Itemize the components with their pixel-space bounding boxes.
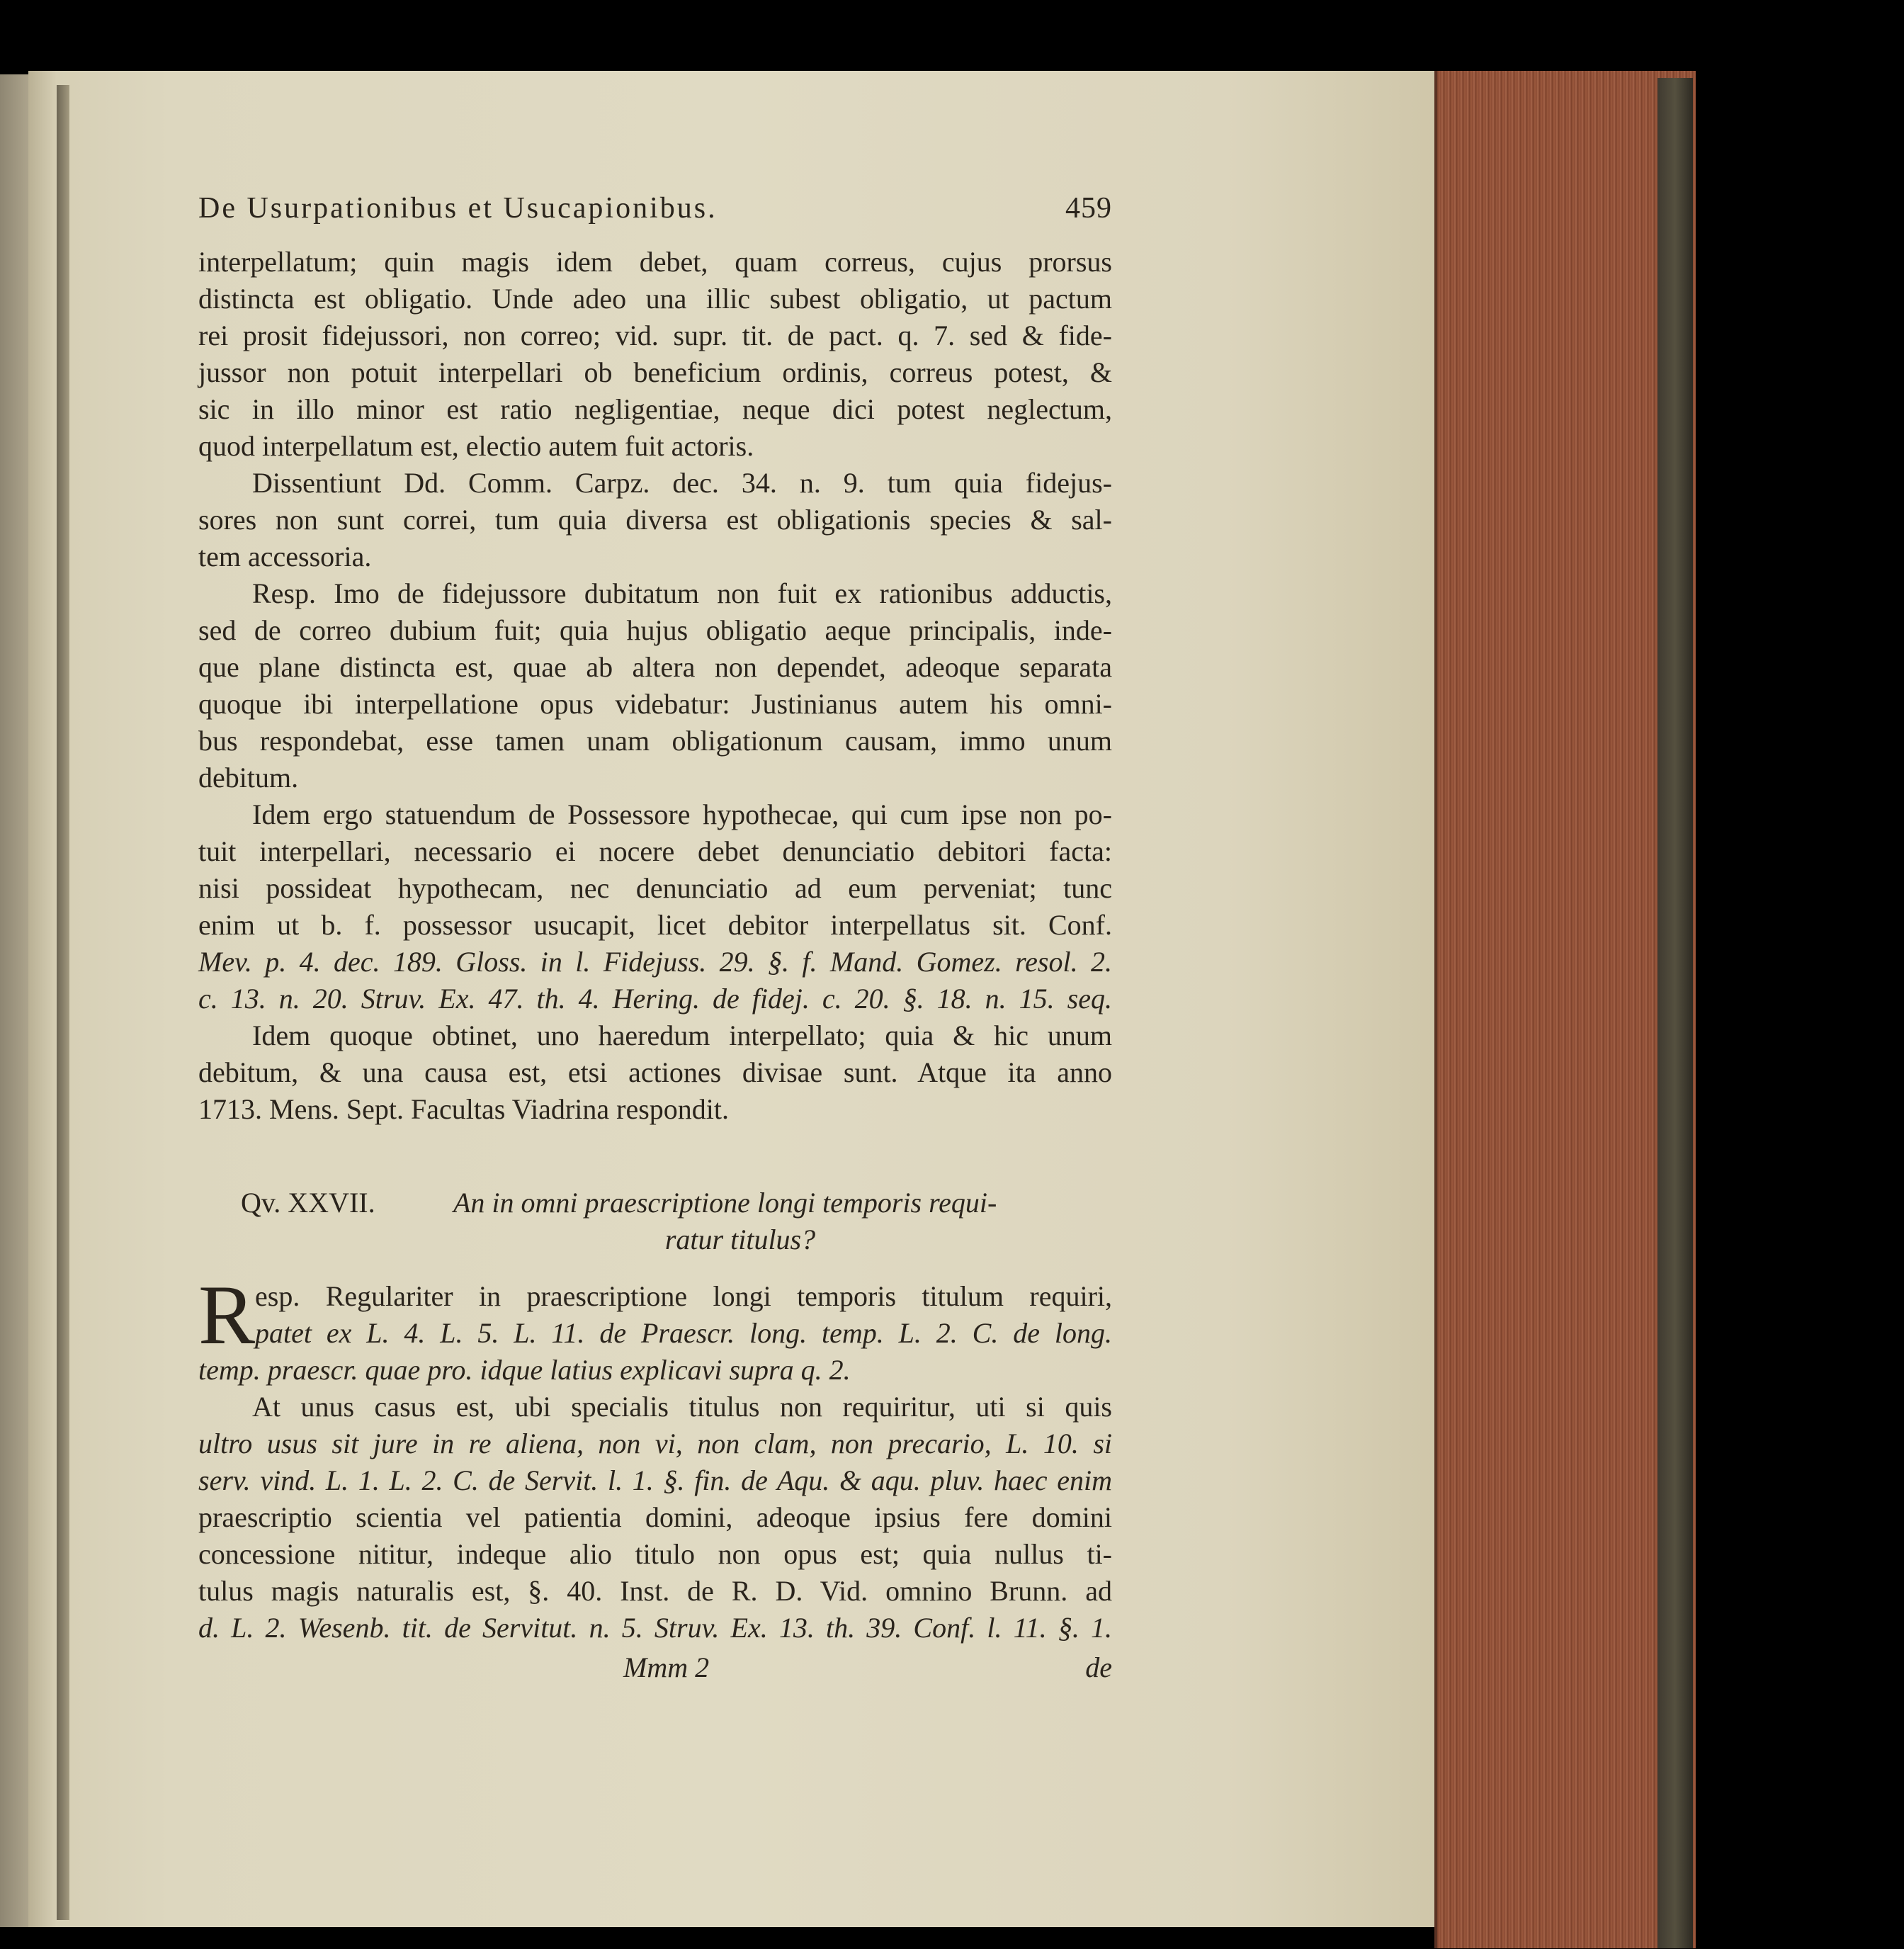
text-line: At unus casus est, ubi specialis titulus non requiritur, uti si quis <box>252 1391 1112 1423</box>
text-line: debitum, & una causa est, etsi actiones divisae sunt. Atque ita anno <box>198 1056 1112 1088</box>
text-line: sic in illo minor est ratio negligentiae, neque dici potest neglectum, <box>198 393 1112 425</box>
text-line: serv. vind. L. 1. L. 2. C. de Servit. l. 1. §. fin. de Aqu. & aqu. pluv. haec enim <box>198 1464 1112 1496</box>
text-line: patet ex L. 4. L. 5. L. 11. de Praescr. long. temp. L. 2. C. de long. <box>255 1317 1112 1349</box>
page-edges-fore-edge <box>1434 71 1696 1948</box>
text-line: d. L. 2. Wesenb. tit. de Servitut. n. 5. Struv. Ex. 13. th. 39. Conf. l. 11. §. 1. <box>198 1612 1112 1644</box>
text-line: quoque ibi interpellatione opus videbatur: Justinianus autem his omni- <box>198 688 1112 720</box>
running-title: De Usurpationibus et Usucapionibus. <box>198 192 718 225</box>
text-line: concessione nititur, indeque alio titulo non opus est; quia nullus ti- <box>198 1538 1112 1570</box>
text-line: tuit interpellari, necessario ei nocere debet denunciatio debitori facta: <box>198 835 1112 867</box>
page-text <box>198 191 1112 1684</box>
question-number: Qv. XXVII. <box>241 1187 375 1219</box>
text-line: interpellatum; quin magis idem debet, quam correus, cujus prorsus <box>198 246 1112 278</box>
text-line: sed de correo dubium fuit; quia hujus obligatio aeque principalis, inde- <box>198 614 1112 646</box>
paragraph-4 <box>198 796 1112 1017</box>
text-line: jussor non potuit interpellari ob beneficium ordinis, correus potest, & <box>198 356 1112 388</box>
text-line: tem accessoria. <box>198 541 372 572</box>
question-title-line: ratur titulus? <box>664 1224 816 1255</box>
text-line: tulus magis naturalis est, §. 40. Inst. de R. D. Vid. omnino Brunn. ad <box>198 1575 1112 1607</box>
text-line: distincta est obligatio. Unde adeo una illic subest obligatio, ut pactum <box>198 283 1112 315</box>
text-line: bus respondebat, esse tamen unam obligationum causam, immo unum <box>198 725 1112 757</box>
text-line: nisi possideat hypothecam, nec denunciatio ad eum perveniat; tunc <box>198 872 1112 904</box>
text-line: praescriptio scientia vel patientia domini, adeoque ipsius fere domini <box>198 1501 1112 1533</box>
text-line: Idem ergo statuendum de Possessore hypothecae, qui cum ipse non po- <box>252 798 1112 830</box>
paragraph-1 <box>198 244 1112 465</box>
paragraph-3 <box>198 575 1112 796</box>
text-line: debitum. <box>198 762 299 793</box>
running-header <box>198 191 1112 225</box>
page-footer <box>198 1651 1112 1684</box>
text-line: Idem quoque obtinet, uno haeredum interpellato; quia & hic unum <box>252 1019 1112 1051</box>
text-line: 1713. Mens. Sept. Facultas Viadrina respondit. <box>198 1093 729 1125</box>
catchword: de <box>1085 1651 1112 1683</box>
text-line: rei prosit fidejussori, non correo; vid. supr. tit. de pact. q. 7. sed & fide- <box>198 320 1112 351</box>
text-line: Mev. p. 4. dec. 189. Gloss. in l. Fidejuss. 29. §. f. Mand. Gomez. resol. 2. <box>198 946 1112 978</box>
question-title-line: An in omni praescriptione longi temporis requi- <box>453 1187 997 1219</box>
text-line: c. 13. n. 20. Struv. Ex. 47. th. 4. Hering. de fidej. c. 20. §. 18. n. 15. seq. <box>198 983 1112 1015</box>
text-line: enim ut b. f. possessor usucapit, licet debitor interpellatus sit. Conf. <box>198 909 1112 941</box>
text-line: ultro usus sit jure in re aliena, non vi, non clam, non precario, L. 10. si <box>198 1428 1112 1459</box>
text-line: temp. praescr. quae pro. idque latius explicavi supra q. 2. <box>198 1354 851 1386</box>
text-line: sores non sunt correi, tum quia diversa est obligationis species & sal- <box>198 504 1112 536</box>
text-line: que plane distincta est, quae ab altera non dependet, adeoque separata <box>198 651 1112 683</box>
text-line: Resp. Imo de fidejussore dubitatum non fuit ex rationibus adductis, <box>252 577 1112 609</box>
paragraph-5 <box>198 1017 1112 1128</box>
drop-cap: R <box>198 1267 256 1362</box>
book-cover-edge <box>1658 78 1693 1948</box>
paragraph-6 <box>198 1389 1112 1646</box>
paragraph-2 <box>198 465 1112 575</box>
text-line: esp. Regulariter in praescriptione longi temporis titulum requiri, <box>255 1280 1112 1312</box>
page-gutter <box>57 85 69 1920</box>
answer-paragraph <box>198 1267 1112 1389</box>
page-number: 459 <box>1065 192 1112 225</box>
signature-mark: Mmm 2 <box>623 1651 710 1683</box>
text-line: Dissentiunt Dd. Comm. Carpz. dec. 34. n. 9. tum quia fidejus- <box>252 467 1112 499</box>
question-heading <box>198 1185 1112 1258</box>
text-line: quod interpellatum est, electio autem fuit actoris. <box>198 430 754 462</box>
